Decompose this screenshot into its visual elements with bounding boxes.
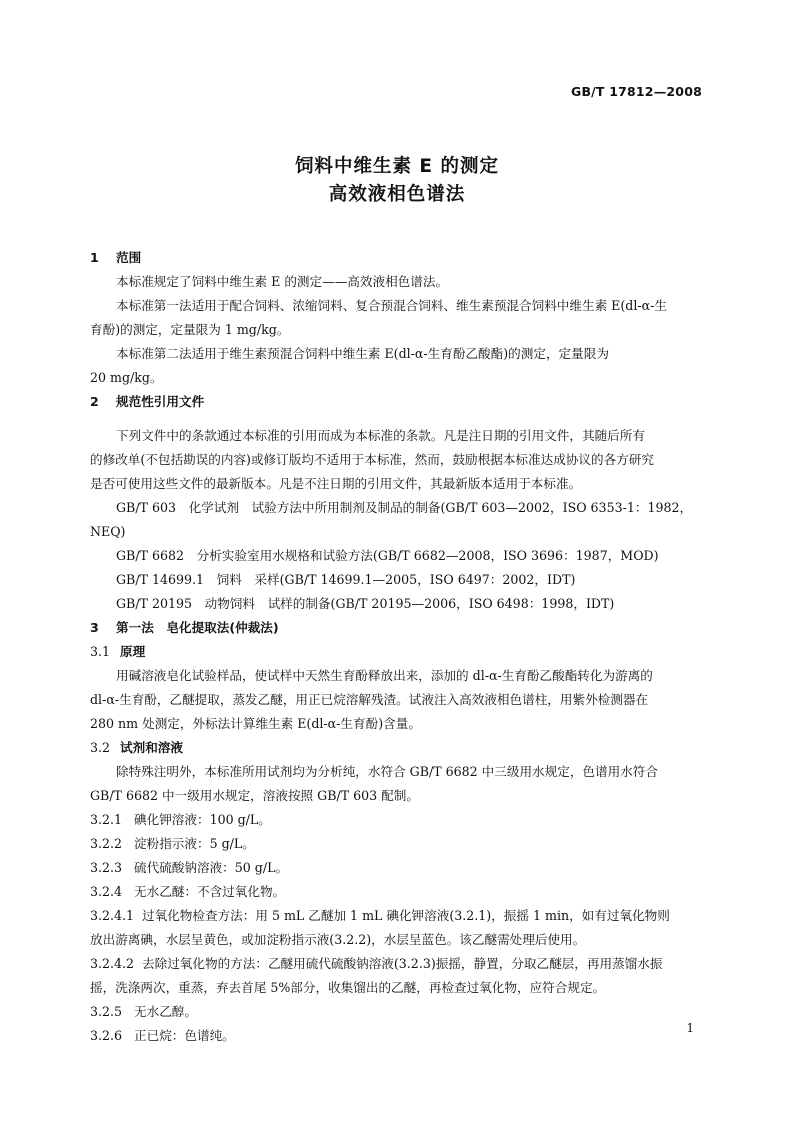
section-heading (90, 246, 705, 270)
section-text: 无水乙醇。 (134, 1004, 197, 1019)
text-line: GB/T 6682 分析实验室用水规格和试验方法(GB/T 6682—2008，ISO 3696：1987，MOD) (116, 548, 659, 563)
text-line: 280 nm 处测定，外标法计算维生素 E(dl-α-生育酚)含量。 (90, 716, 421, 731)
text-line: 20 mg/kg。 (90, 370, 163, 385)
text-line: 本标准第一法适用于配合饲料、浓缩饲料、复合预混合饲料、维生素预混合饲料中维生素 E(dl-α-生 (116, 298, 667, 313)
section-text: 硫代硫酸钠溶液：50 g/L。 (134, 860, 289, 875)
text-line: dl-α-生育酚，乙醚提取，蒸发乙醚，用正已烷溶解残渣。试液注入高效液相色谱柱，用紫外检测器在 (90, 692, 649, 707)
section-number: 1 (90, 250, 99, 265)
section-heading (90, 640, 705, 664)
section-number: 3.2.5 (90, 1004, 123, 1019)
section-heading (90, 736, 705, 760)
section-heading (90, 856, 705, 880)
section-number: 3.2.4.2 (90, 956, 135, 971)
text-line: 的修改单(不包括勘误的内容)或修订版均不适用于本标准，然而，鼓励根据本标准达成协议的各方研究 (90, 452, 654, 467)
section-text: 原理 (120, 644, 146, 659)
section-text: 范围 (116, 250, 142, 265)
section-number: 3.2 (90, 740, 111, 755)
section-text: 淀粉指示液：5 g/L。 (134, 836, 255, 851)
section-number: 3.2.6 (90, 1028, 123, 1043)
section-text: 试剂和溶液 (120, 740, 183, 755)
section-heading (90, 1000, 705, 1024)
section-number: 2 (90, 394, 99, 409)
section-number: 3.1 (90, 644, 111, 659)
section-text: 正已烷：色谱纯。 (134, 1028, 235, 1043)
section-heading (90, 904, 705, 928)
text-line: NEQ) (90, 524, 126, 539)
text-line: 本标准规定了饲料中维生素 E 的测定——高效液相色谱法。 (116, 274, 449, 289)
document-body (90, 246, 705, 1048)
text-line: 下列文件中的条款通过本标准的引用而成为本标准的条款。凡是注日期的引用文件，其随后所有 (116, 428, 645, 443)
section-text: 规范性引用文件 (116, 394, 205, 409)
text-line: 用碱溶液皂化试验样品，使试样中天然生育酚释放出来，添加的 dl-α-生育酚乙酸酯转化为游离的 (116, 668, 653, 683)
section-number: 3.2.4.1 (90, 908, 135, 923)
text-line: 本标准第二法适用于维生素预混合饲料中维生素 E(dl-α-生育酚乙酸酯)的测定，定量限为 (116, 346, 609, 361)
page-number: 1 (686, 1021, 694, 1035)
section-heading (90, 390, 705, 414)
text-line: 育酚)的测定，定量限为 1 mg/kg。 (90, 322, 290, 337)
spacer (90, 414, 705, 424)
section-number: 3.2.1 (90, 812, 123, 827)
section-heading (90, 1024, 705, 1048)
text-line: GB/T 6682 中一级用水规定，溶液按照 GB/T 603 配制。 (90, 788, 419, 803)
text-line: 摇，洗涤两次，重蒸，弃去首尾 5%部分，收集馏出的乙醚，再检查过氧化物，应符合规定。 (90, 980, 606, 995)
document-subtitle: 高效液相色谱法 (328, 184, 466, 205)
text-line: 放出游离碘，水层呈黄色，或加淀粉指示液(3.2.2)，水层呈蓝色。该乙醚需处理后使用。 (90, 932, 586, 947)
section-heading (90, 616, 705, 640)
section-number: 3.2.3 (90, 860, 123, 875)
section-heading (90, 952, 705, 976)
section-text: 无水乙醚：不含过氧化物。 (134, 884, 286, 899)
section-number: 3.2.4 (90, 884, 123, 899)
section-text: 过氧化物检查方法：用 5 mL 乙醚加 1 mL 碘化钾溶液(3.2.1)，振摇 1 min，如有过氧化物则 (142, 908, 670, 923)
text-line: 除特殊注明外，本标准所用试剂均为分析纯，水符合 GB/T 6682 中三级用水规定，色谱用水符合 (116, 764, 658, 779)
text-line: GB/T 20195 动物饲料 试样的制备(GB/T 20195—2006，ISO 6498：1998，IDT) (116, 596, 615, 611)
document-title: 饲料中维生素 E 的测定 (294, 156, 500, 177)
section-heading (90, 808, 705, 832)
section-text: 碘化钾溶液：100 g/L。 (134, 812, 271, 827)
section-number: 3.2.2 (90, 836, 123, 851)
section-heading (90, 832, 705, 856)
section-heading (90, 880, 705, 904)
standard-number: GB/T 17812—2008 (570, 84, 702, 99)
section-text: 去除过氧化物的方法：乙醚用硫代硫酸钠溶液(3.2.3)振摇，静置，分取乙醚层，再用蒸馏水振 (142, 956, 663, 971)
text-line: 是否可使用这些文件的最新版本。凡是不注日期的引用文件，其最新版本适用于本标准。 (90, 476, 582, 491)
section-number: 3 (90, 620, 99, 635)
section-text: 第一法 皂化提取法(仲裁法) (116, 620, 279, 635)
text-line: GB/T 603 化学试剂 试验方法中所用制剂及制品的制备(GB/T 603—2002，ISO 6353-1：1982， (116, 500, 693, 515)
text-line: GB/T 14699.1 饲料 采样(GB/T 14699.1—2005，ISO 6497：2002，IDT) (116, 572, 576, 587)
